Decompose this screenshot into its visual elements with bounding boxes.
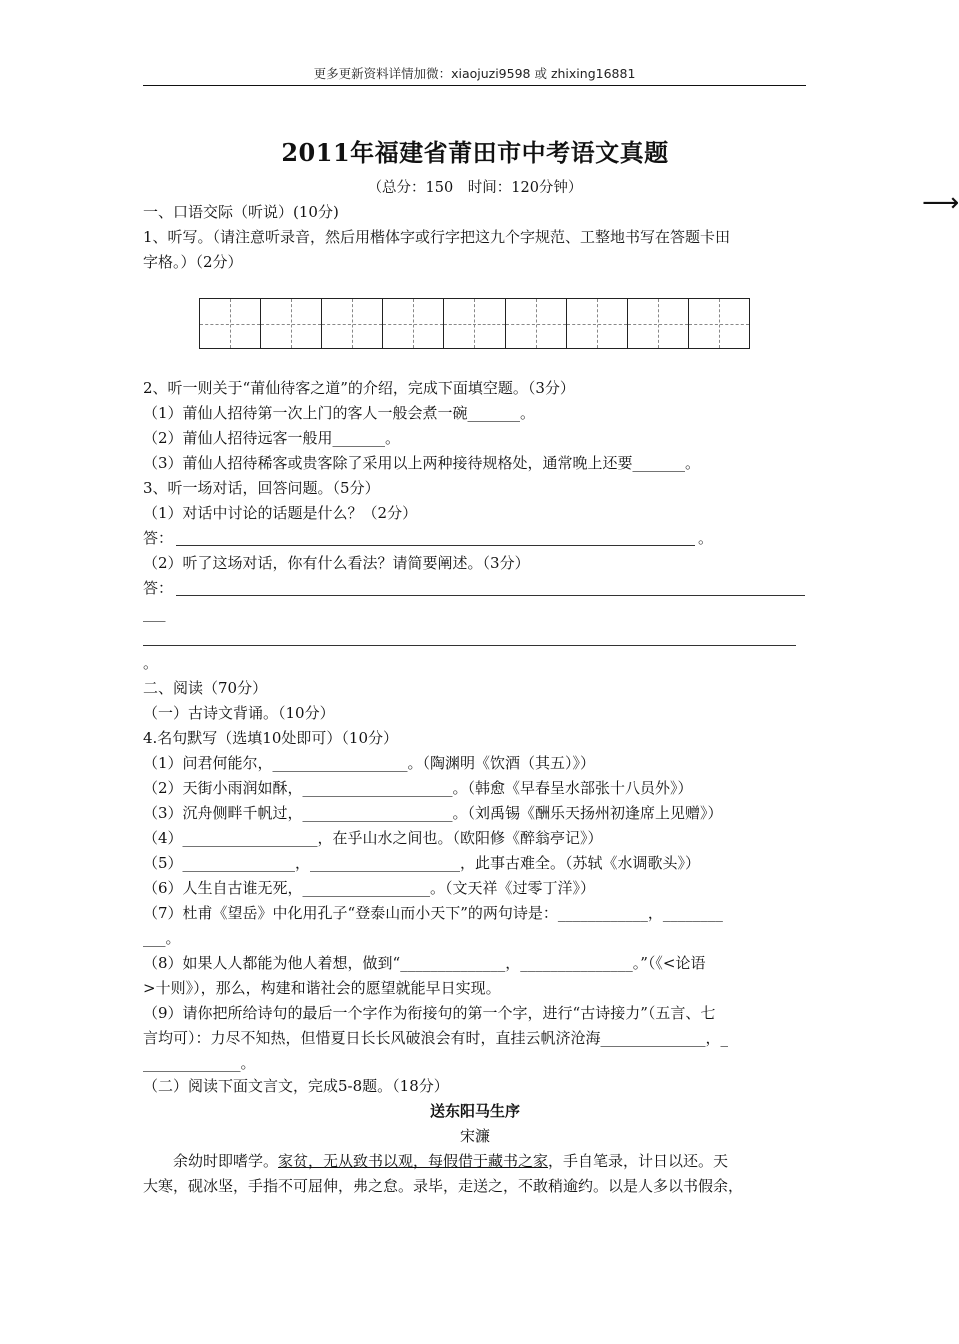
question-line: 3、听一场对话，回答问题。（5分）	[143, 479, 380, 497]
answer-blank[interactable]	[143, 645, 796, 646]
page-header: 更多更新资料详情加微：xiaojuzi9598 或 zhixing16881	[313, 66, 636, 81]
answer-blank[interactable]	[176, 545, 695, 546]
grid-cell[interactable]	[200, 299, 260, 348]
question-line: 言均可）：力尽不知热，但惜夏日长长风破浪会有时，直挂云帆济沧海______________，_	[143, 1029, 729, 1047]
side-arrow-icon: ⟶	[922, 188, 959, 218]
question-line: （9）请你把所给诗句的最后一个字作为衔接句的第一个字，进行“古诗接力”（五言、七	[143, 1004, 716, 1022]
question-line: （2）天街小雨润如酥，____________________。（韩愈《早春呈水部张十八员外》）	[143, 779, 693, 797]
question-line: ___。	[143, 929, 181, 947]
question-line: >十则》），那么，构建和谐社会的愿望就能早日实现。	[143, 979, 501, 997]
grid-cell[interactable]	[443, 299, 504, 348]
question-line: （2）莆仙人招待远客一般用_______。	[143, 429, 401, 447]
grid-cell[interactable]	[260, 299, 321, 348]
question-line: （4）__________________，在乎山水之间也。（欧阳修《醉翁亭记》）	[143, 829, 603, 847]
answer-label: 答：	[143, 529, 174, 547]
question-line: （7）杜甫《望岳》中化用孔子“登泰山而小天下”的两句诗是：____________，________	[143, 904, 723, 922]
question-line: 2、听一则关于“莆仙待客之道”的介绍，完成下面填空题。（3分）	[143, 379, 575, 397]
answer-end: 。	[698, 529, 714, 547]
answer-label: 答：	[143, 579, 174, 597]
grid-cell[interactable]	[382, 299, 443, 348]
passage-author: 宋濂	[459, 1127, 490, 1145]
grid-cell[interactable]	[627, 299, 688, 348]
subsection-heading: （二）阅读下面文言文，完成5-8题。（18分）	[143, 1077, 449, 1095]
question-line: （2）听了这场对话，你有什么看法？请简要阐述。（3分）	[143, 554, 530, 572]
grid-cell[interactable]	[688, 299, 749, 348]
answer-blank-tail: ___	[143, 604, 166, 622]
header-rule	[143, 85, 806, 86]
question-line: （1）问君何能尔，__________________。（陶渊明《饮酒（其五）》）	[143, 754, 596, 772]
question-line: （6）人生自古谁无死，_________________。（文天祥《过零丁洋》）	[143, 879, 596, 897]
tianzige-grid[interactable]	[199, 298, 750, 349]
question-line: 4.名句默写（选填10处即可）（10分）	[143, 729, 398, 747]
subsection-heading: （一）古诗文背诵。（10分）	[143, 704, 335, 722]
section-heading: 一、口语交际（听说）(10分)	[143, 203, 339, 221]
passage-text: ，手自笔录，计日以还。天	[548, 1152, 729, 1170]
question-line: （5）_______________，____________________，此事古难全。（苏轼《水调歌头》）	[143, 854, 701, 872]
underlined-sentence: 家贫，无从致书以观，每假借于藏书之家	[278, 1152, 549, 1170]
answer-blank[interactable]	[176, 595, 805, 596]
grid-cell[interactable]	[505, 299, 566, 348]
answer-end: 。	[143, 654, 159, 672]
question-line: _____________。	[143, 1054, 256, 1072]
grid-cell[interactable]	[566, 299, 627, 348]
section-heading: 二、阅读（70分）	[143, 679, 268, 697]
question-line: （1）莆仙人招待第一次上门的客人一般会煮一碗_______。	[143, 404, 536, 422]
exam-meta: （总分：150 时间：120分钟）	[367, 180, 583, 196]
question-line: （1）对话中讨论的话题是什么？（2分）	[143, 504, 418, 522]
question-line: （8）如果人人都能为他人着想，做到“______________，_______________。”（《<论语	[143, 954, 706, 972]
question-line: 1、听写。（请注意听录音，然后用楷体字或行字把这九个字规范、工整地书写在答题卡田	[143, 228, 731, 246]
grid-cell[interactable]	[321, 299, 382, 348]
question-line: （3）沉舟侧畔千帆过，____________________。（刘禹锡《酬乐天扬州初逢席上见赠》）	[143, 804, 723, 822]
passage-text: 余幼时即嗜学。	[143, 1152, 279, 1170]
passage-title: 送东阳马生序	[429, 1102, 520, 1120]
question-line: （3）莆仙人招待稀客或贵客除了采用以上两种接待规格处，通常晚上还要_______。	[143, 454, 701, 472]
page-title: 2011年福建省莆田市中考语文真题	[281, 138, 669, 167]
passage-line	[143, 1151, 811, 1171]
question-line: 字格。）（2分）	[143, 253, 243, 271]
passage-line: 大寒，砚冰坚，手指不可屈伸，弗之怠。录毕，走送之，不敢稍逾约。以是人多以书假余，	[143, 1177, 744, 1195]
